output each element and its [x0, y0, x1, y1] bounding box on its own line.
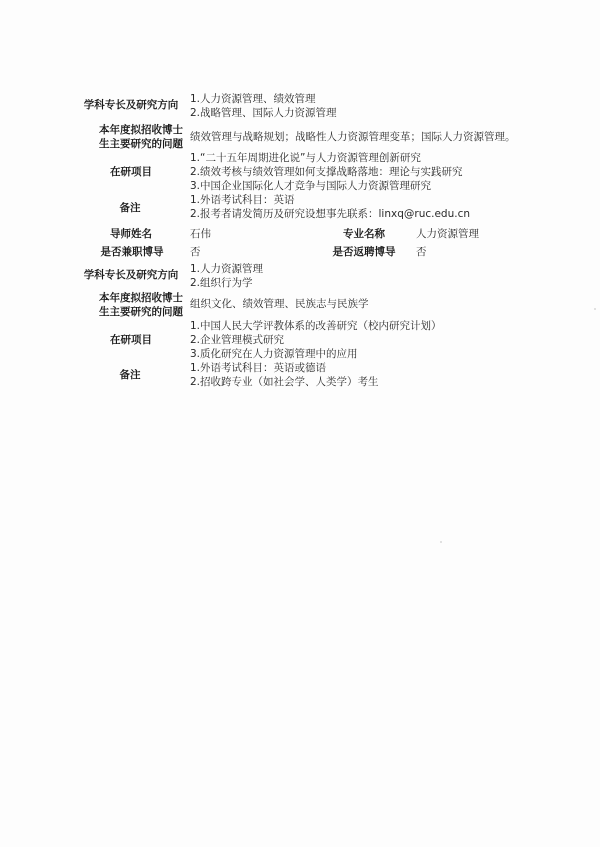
questions-label-line: 本年度拟招收博士 — [99, 292, 183, 304]
notes-label: 备注 — [119, 369, 141, 381]
specialty-line: 1.人力资源管理、绩效管理 — [190, 93, 316, 105]
project-line: 1.中国人民大学评教体系的改善研究（校内研究计划） — [190, 320, 442, 332]
specialty-label: 学科专长及研究方向 — [83, 269, 179, 281]
parttime-value: 否 — [190, 246, 201, 258]
supervisor-value: 石伟 — [190, 228, 211, 240]
rehired-value: 否 — [416, 246, 427, 258]
notes-label: 备注 — [119, 202, 141, 214]
questions-label — [76, 291, 206, 319]
questions-label-line: 本年度拟招收博士 — [99, 124, 183, 136]
scan-speck — [594, 308, 596, 310]
project-line: 3.中国企业国际化人才竞争与国际人力资源管理研究 — [190, 180, 432, 192]
specialty-label: 学科专长及研究方向 — [83, 99, 179, 111]
scan-speck — [440, 541, 442, 543]
note-line: 2.报考者请发简历及研究设想事先联系：linxq@ruc.edu.cn — [190, 208, 471, 220]
specialty-value — [190, 262, 263, 290]
notes-value — [190, 361, 379, 389]
specialty-line: 2.组织行为学 — [190, 277, 253, 289]
questions-label-line: 生主要研究的问题 — [99, 306, 183, 318]
questions-label-line: 生主要研究的问题 — [99, 138, 183, 150]
specialty-value — [190, 92, 337, 120]
questions-value: 绩效管理与战略规划；战略性人力资源管理变革；国际人力资源管理。 — [190, 131, 516, 143]
project-line: 3.质化研究在人力资源管理中的应用 — [190, 348, 358, 360]
projects-value — [190, 319, 442, 361]
note-line: 1.外语考试科目：英语或德语 — [190, 362, 327, 374]
specialty-line: 1.人力资源管理 — [190, 263, 264, 275]
projects-label: 在研项目 — [110, 334, 152, 346]
note-line: 2.招收跨专业（如社会学、人类学）考生 — [190, 376, 379, 388]
parttime-label: 是否兼职博导 — [100, 246, 164, 258]
notes-value — [190, 193, 470, 221]
questions-label — [76, 123, 206, 151]
major-label: 专业名称 — [343, 228, 385, 240]
projects-value — [190, 151, 463, 193]
major-value: 人力资源管理 — [416, 228, 479, 240]
project-line: 2.绩效考核与绩效管理如何支撑战略落地：理论与实践研究 — [190, 166, 463, 178]
projects-label: 在研项目 — [110, 166, 152, 178]
supervisor-label: 导师姓名 — [110, 228, 152, 240]
project-line: 2.企业管理模式研究 — [190, 334, 285, 346]
specialty-line: 2.战略管理、国际人力资源管理 — [190, 107, 337, 119]
questions-value: 组织文化、绩效管理、民族志与民族学 — [190, 298, 369, 310]
project-line: 1.“二十五年周期进化说”与人力资源管理创新研究 — [190, 152, 421, 164]
note-line: 1.外语考试科目：英语 — [190, 194, 295, 206]
rehired-label: 是否返聘博导 — [332, 246, 396, 258]
